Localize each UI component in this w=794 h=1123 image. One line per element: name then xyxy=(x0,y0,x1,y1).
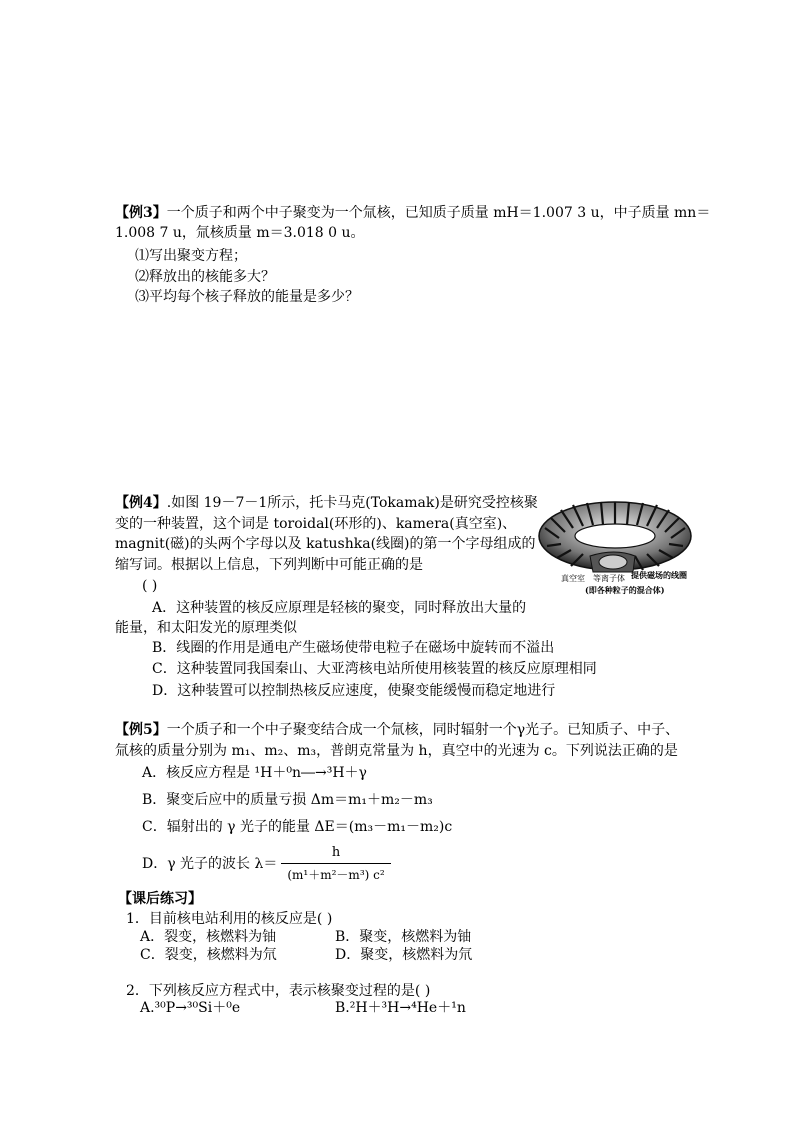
example-4-option-a-line-2: 能量，和太阳发光的原理类似 xyxy=(115,620,297,636)
tokamak-torus-image xyxy=(535,498,695,573)
example-3-question-3: ⑶平均每个核子释放的能量是多少？ xyxy=(135,289,359,305)
example-4-label: 【例4】 xyxy=(115,495,167,511)
wavelength-fraction: $\frac{h}{\text{(m¹＋m²－m³) c²}}$ xyxy=(281,843,390,885)
example-3-line-1: 【例3】一个质子和两个中子聚变为一个氚核，已知质子质量 mH＝1.007 3 u，中子质量 mn＝ xyxy=(115,205,711,221)
tokamak-figure xyxy=(535,498,695,600)
caption-plasma: 等离子体 xyxy=(593,574,625,583)
example-5-line-2: 氚核的质量分别为 m₁、m₂、m₃，普朗克常量为 h，真空中的光速为 c。下列说法正确的是 xyxy=(115,743,678,759)
practice-q2-option-a: A.³⁰P→³⁰Si＋⁰e xyxy=(140,1000,241,1016)
practice-q2-option-b: B.²H＋³H→⁴He＋¹n xyxy=(335,1000,466,1016)
example-5-option-b: B．聚变后应中的质量亏损 Δm＝m₁＋m₂－m₃ xyxy=(142,792,433,808)
practice-question-2: 2．下列核反应方程式中，表示核聚变过程的是( ) xyxy=(126,983,431,999)
practice-q1-option-c: C．裂变，核燃料为氘 xyxy=(140,947,277,963)
example-3-line-2: 1.008 7 u，氚核质量 m＝3.018 0 u。 xyxy=(115,225,365,241)
example-4-option-a-line-1: A．这种装置的核反应原理是轻核的聚变，同时释放出大量的 xyxy=(152,600,527,616)
example-5-option-c: C．辐射出的 γ 光子的能量 ΔE＝(m₃－m₁－m₂)c xyxy=(142,819,453,835)
practice-q1-option-d: D．聚变，核燃料为氘 xyxy=(335,947,473,963)
practice-question-1: 1．目前核电站利用的核反应是( ) xyxy=(126,911,333,927)
example-4-line-3: magnit(磁)的头两个字母以及 katushka(线圈)的第一个字母组成的 xyxy=(115,536,536,552)
caption-plasma-note: (即各种粒子的混合体) xyxy=(585,585,665,595)
practice-title: 【课后练习】 xyxy=(118,891,202,907)
example-3-label: 【例3】 xyxy=(115,205,167,221)
example-3-question-2: ⑵释放出的核能多大？ xyxy=(135,269,275,285)
example-5-label: 【例5】 xyxy=(115,722,167,738)
example-4-option-d: D．这种装置可以控制热核反应速度，使聚变能缓慢而稳定地进行 xyxy=(152,683,556,699)
practice-q1-option-b: B．聚变，核燃料为铀 xyxy=(335,929,472,945)
caption-magnetic-coil: 提供磁场的线圈 xyxy=(631,570,687,580)
example-5-line-1: 【例5】一个质子和一个中子聚变结合成一个氚核，同时辐射一个γ光子。已知质子、中子、 xyxy=(115,722,680,738)
example-4-line-1: 【例4】.如图 19－7－1所示，托卡马克(Tokamak)是研究受控核聚 xyxy=(115,495,538,511)
caption-vacuum-chamber: 真空室 xyxy=(561,574,585,583)
example-4-line-2: 变的一种装置，这个词是 toroidal(环形的)、kamera(真空室)、 xyxy=(115,516,517,532)
example-5-option-d: D．γ 光子的波长 λ＝ $\frac{h}{\text{(m¹＋m²－m³) c²}}$ xyxy=(142,843,391,885)
example-4-option-b: B．线圈的作用是通电产生磁场使带电粒子在磁场中旋转而不溢出 xyxy=(152,640,555,656)
example-4-option-c: C．这种装置同我国秦山、大亚湾核电站所使用核装置的核反应原理相同 xyxy=(152,661,597,677)
example-3-question-1: ⑴写出聚变方程； xyxy=(135,248,247,264)
practice-q1-option-a: A．裂变，核燃料为铀 xyxy=(140,929,277,945)
example-5-option-a: A．核反应方程是 ¹H＋⁰n―→³H＋γ xyxy=(142,765,367,781)
example-4-line-4: 缩写词。根据以上信息，下列判断中可能正确的是 xyxy=(115,557,423,573)
example-4-answer-paren: ( ) xyxy=(142,578,158,594)
